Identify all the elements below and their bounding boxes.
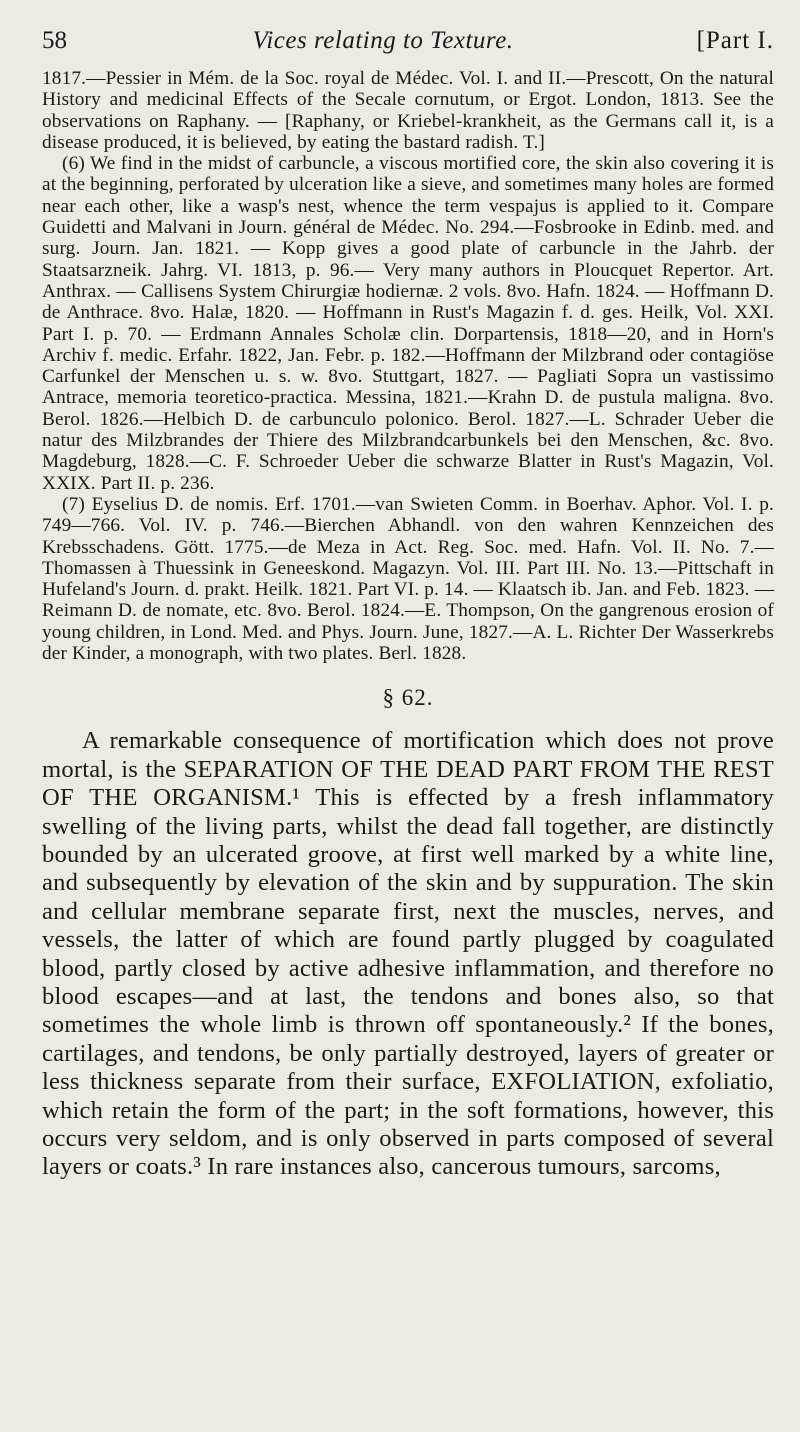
main-text (42, 727, 774, 1182)
running-head (42, 26, 774, 56)
page-number: 58 (42, 27, 67, 54)
footnotes-block (42, 68, 774, 664)
body-paragraph: A remarkable consequence of mortification which does not prove mortal, is the SEPARATION OF THE DEAD PART FROM THE REST OF THE ORGANISM.¹ This is effected by a fresh inflammatory swelling of the living parts, whilst the dead fall together, are distinctly bounded by an ulcerated groove, at first well marked by a white line, and subsequently by elevation of the skin and by suppuration. The skin and cellular membrane separate first, next the muscles, nerves, and vessels, the latter of which are found partly plugged by coagulated blood, partly closed by active adhesive inflammation, and therefore no blood escapes—and at last, the tendons and bones also, so that sometimes the whole limb is thrown off spontaneously.² If the bones, cartilages, and tendons, be only partially destroyed, layers of greater or less thickness separate from their surface, EXFOLIATION, exfoliatio, which retain the form of the part; in the soft formations, however, this occurs very seldom, and is only observed in parts composed of several layers or coats.³ In rare instances also, cancerous tumours, sarcoms, (42, 727, 774, 1181)
footnote-continuation: 1817.—Pessier in Mém. de la Soc. royal de Médec. Vol. I. and II.—Prescott, On the natural History and medicinal Effects of the Secale cornutum, or Ergot. London, 1813. See the observations on Raphany. — [Raphany, or Kriebel-krankheit, as the Germans call it, is a disease produced, it is believed, by eating the bastard radish. T.] (42, 68, 774, 153)
footnote-6: (6) We find in the midst of carbuncle, a viscous mortified core, the skin also covering it is at the beginning, perforated by ulceration like a sieve, and sometimes many holes are formed near each other, like a wasp's nest, whence the term vespajus is applied to it. Compare Guidetti and Malvani in Journ. général de Médec. No. 294.—Fosbrooke in Edinb. med. and surg. Journ. Jan. 1821. — Kopp gives a good plate of carbuncle in the Jahrb. der Staatsarzneik. Jahrg. VI. 1813, p. 96.— Very many authors in Ploucquet Repertor. Art. Anthrax. — Callisens System Chirurgiæ hodiernæ. 2 vols. 8vo. Hafn. 1824. — Hoffmann D. de Anthrace. 8vo. Halæ, 1820. — Hoffmann in Rust's Magazin f. d. ges. Heilk, Vol. XXI. Part I. p. 70. — Erdmann Annales Scholæ clin. Dorpartensis, 1818—20, and in Horn's Archiv f. medic. Erfahr. 1822, Jan. Febr. p. 182.—Hoffmann der Milzbrand oder contagiöse Carfunkel der Menschen u. s. w. 8vo. Stuttgart, 1827. — Pagliati Sopra un vastissimo Antrace, memoria teoretico-practica. Messina, 1821.—Krahn D. de pustula maligna. 8vo. Berol. 1826.—Helbich D. de carbunculo polonico. Berol. 1827.—L. Schrader Ueber die natur des Milzbrandes der Thiere des Milzbrandcarbunkels bei den Menschen, &c. 8vo. Magdeburg, 1828.—C. F. Schroeder Ueber die schwarze Blatter in Rust's Magazin, Vol. XXIX. Part II. p. 236. (42, 153, 774, 494)
part-label: [Part I. (696, 27, 774, 54)
running-title: Vices relating to Texture. (252, 27, 514, 54)
footnote-7: (7) Eyselius D. de nomis. Erf. 1701.—van Swieten Comm. in Boerhav. Aphor. Vol. I. p. 749—766. Vol. IV. p. 746.—Bierchen Abhandl. von den wahren Kennzeichen des Krebsschadens. Gött. 1775.—de Meza in Act. Reg. Soc. med. Hafn. Vol. II. No. 7.—Thomassen à Thuessink in Geneeskond. Magazyn. Vol. III. Part III. No. 13.—Pittschaft in Hufeland's Journ. d. prakt. Heilk. 1821. Part VI. p. 14. — Klaatsch ib. Jan. and Feb. 1823. — Reimann D. de nomate, etc. 8vo. Berol. 1824.—E. Thompson, On the gangrenous erosion of young children, in Lond. Med. and Phys. Journ. June, 1827.—A. L. Richter Der Wasserkrebs der Kinder, a monograph, with two plates. Berl. 1828. (42, 493, 774, 665)
section-heading: § 62. (382, 685, 434, 711)
